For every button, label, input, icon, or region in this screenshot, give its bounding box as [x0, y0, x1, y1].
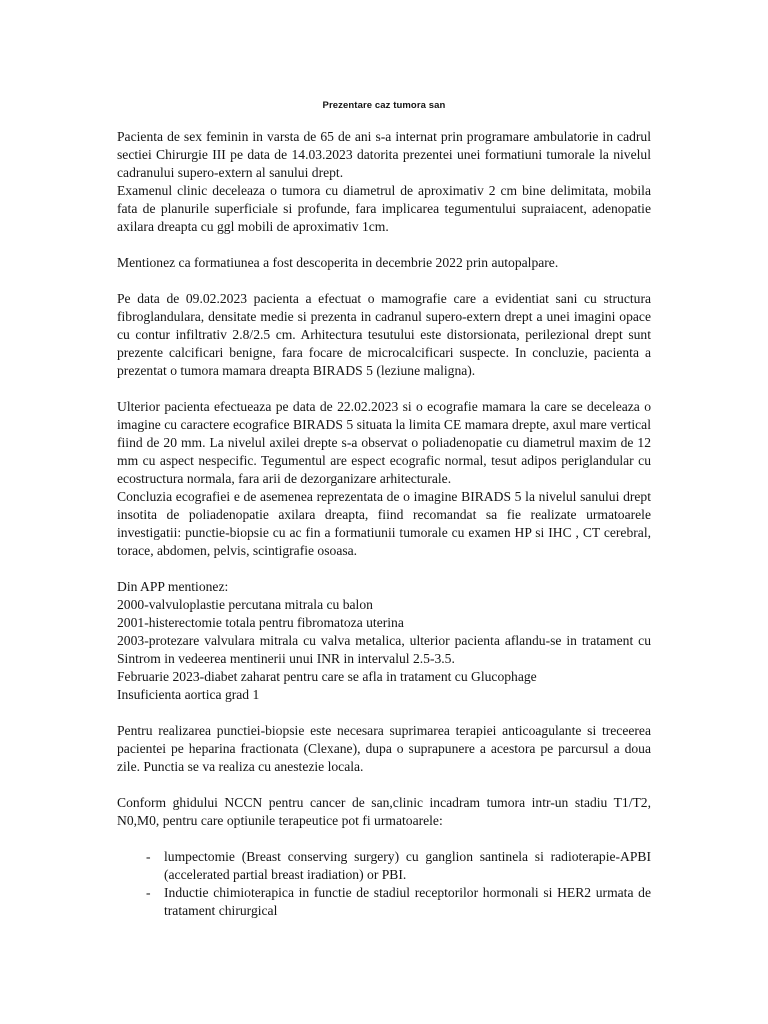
history-item: 2003-protezare valvulara mitrala cu valva metalica, ulterior pacienta aflandu-se in tratament cu Sintrom in vedeerea mentinerii unui INR in intervalul 2.5-3.5.: [117, 633, 651, 666]
paragraph-discovery: Mentionez ca formatiunea a fost descoperita in decembrie 2022 prin autopalpare.: [117, 255, 559, 270]
list-item-text: Inductie chimioterapica in functie de stadiul receptorilor hormonali si HER2 urmata de tratament chirurgical: [164, 885, 651, 918]
paragraph-ultrasound-conclusion: Concluzia ecografiei e de asemenea reprezentata de o imagine BIRADS 5 la nivelul sanului drept insotita de poliadenopatie axilara dreapta, fiind recomandat sa fie realizate urmatoarele investigatii: punctie-biopsie cu ac fin a formatiunii tumorale cu examen HP si IHC , CT cerebral, torace, abdomen, pelvis, scintigrafie osoasa.: [117, 489, 651, 558]
paragraph-mammography: Pe data de 09.02.2023 pacienta a efectuat o mamografie care a evidentiat sani cu structura fibroglandulara, densitate medie si prezenta in cadranul supero-extern drept a unei imagini opace cu contur infiltrativ 2.8/2.5 cm. Arhitectura tesutului este distorsionata, perilezional drept sunt prezente calcificari benigne, fara focare de microcalcificari suspecte. In concluzie, pacienta a prezentat o tumora mamara dreapta BIRADS 5 (leziune maligna).: [117, 291, 651, 378]
list-item: [146, 848, 651, 884]
history-item: 2000-valvuloplastie percutana mitrala cu balon: [117, 597, 373, 612]
paragraph-clinical-exam: Examenul clinic deceleaza o tumora cu diametrul de aproximativ 2 cm bine delimitata, mobila fata de planurile superficiale si profunde, fara implicarea tegumentului supraiacent, adenopatie axilara dreapta cu ggl mobili de aproximativ 1cm.: [117, 183, 651, 234]
list-item-text: lumpectomie (Breast conserving surgery) cu ganglion santinela si radioterapie-APBI (accelerated partial breast iradiation) or PBI.: [164, 849, 651, 882]
spacer: [117, 560, 651, 578]
history-item: Insuficienta aortica grad 1: [117, 687, 260, 702]
bullet-dash: -: [146, 885, 151, 900]
spacer: [117, 776, 651, 794]
history-item: Februarie 2023-diabet zaharat pentru care se afla in tratament cu Glucophage: [117, 669, 537, 684]
history-item: 2001-histerectomie totala pentru fibromatoza uterina: [117, 615, 404, 630]
spacer: [117, 380, 651, 398]
paragraph-ultrasound: Ulterior pacienta efectueaza pe data de 22.02.2023 si o ecografie mamara la care se deceleaza o imagine cu caractere ecografice BIRADS 5 situata la limita CE mamara drepte, axul mare vertical fiind de 20 mm. La nivelul axilei drepte s-a observat o poliadenopatie cu diametrul maxim de 12 mm cu aspect nespecific. Tegumentul are espect ecografic normal, tesut adipos periglandular cu ecostructura normala, fara arii de dezorganizare arhitecturale.: [117, 399, 651, 486]
spacer: [117, 704, 651, 722]
document-title: Prezentare caz tumora san: [322, 100, 446, 111]
history-heading: Din APP mentionez:: [117, 579, 229, 594]
spacer: [117, 236, 651, 254]
paragraph-nccn-staging: Conform ghidului NCCN pentru cancer de san,clinic incadram tumora intr-un stadiu T1/T2, N0,M0, pentru care optiunile terapeutice pot fi urmatoarele:: [117, 795, 651, 828]
treatment-options-list: [117, 848, 651, 920]
document-body: [117, 128, 651, 920]
paragraph-admission: Pacienta de sex feminin in varsta de 65 de ani s-a internat prin programare ambulatorie in cadrul sectiei Chirurgie III pe data de 14.03.2023 datorita prezentei unei formatiuni tumorale la nivelul cadranului supero-extern al sanului drept.: [117, 129, 651, 180]
bullet-dash: -: [146, 849, 151, 864]
spacer: [117, 830, 651, 848]
spacer: [117, 272, 651, 290]
paragraph-biopsy-prep: Pentru realizarea punctiei-biopsie este necesara suprimarea terapiei anticoagulante si treceerea pacientei pe heparina fractionata (Clexane), dupa o suprapunere a acestora pe parcursul a doua zile. Punctia se va realiza cu anestezie locala.: [117, 723, 651, 774]
list-item: [146, 884, 651, 920]
